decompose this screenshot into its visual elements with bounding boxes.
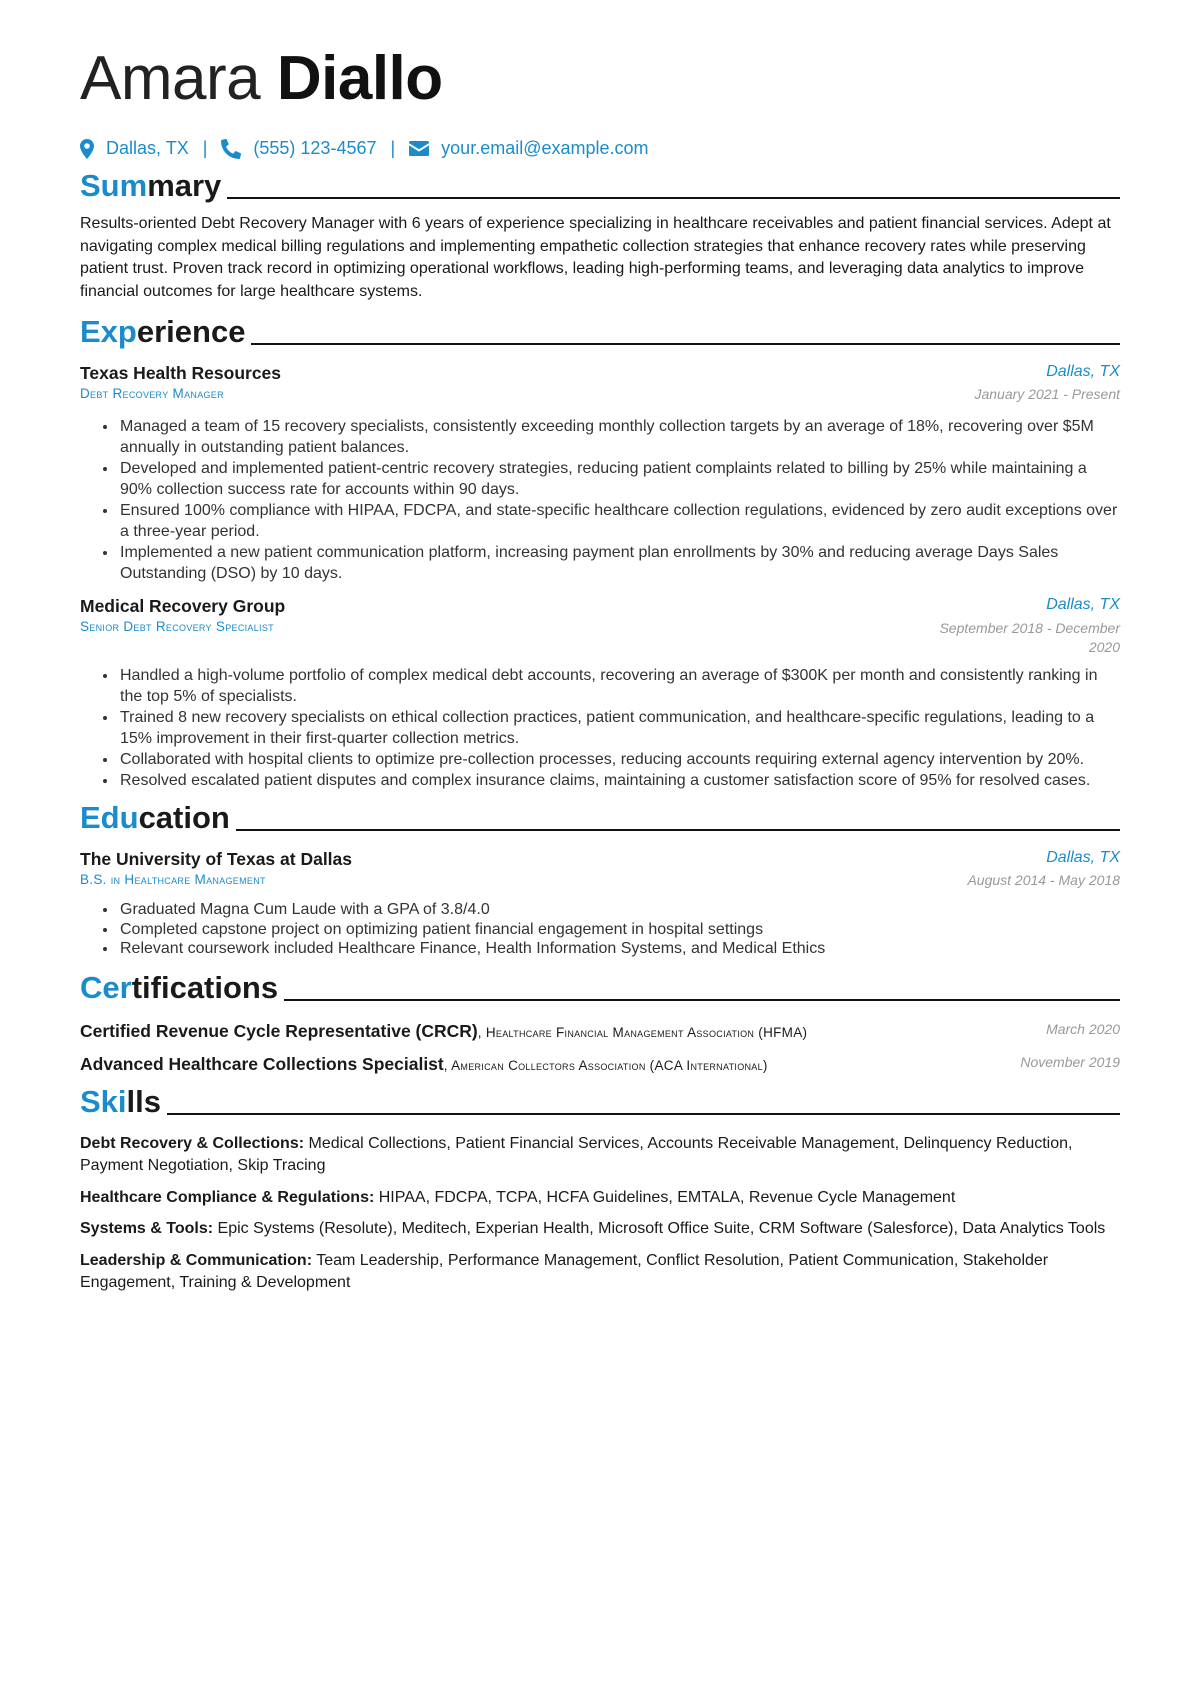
skills-heading [80,1083,1120,1121]
section-rule [236,829,1120,831]
summary-text: Results-oriented Debt Recovery Manager with 6 years of experience specializing in healthcare receivables and patient financial services. Adept at navigating complex medical billing regulations and implementing empathetic collection strategies that enhance recovery rates while preserving patient trust. Proven track record in optimizing operational workflows, leading high-performing teams, and leveraging data analytics to improve financial outcomes for large healthcare systems. [80,215,1111,300]
skill-group [80,1133,1120,1178]
job-dates: January 2021 - Present [974,386,1120,402]
education-dates: August 2014 - May 2018 [967,872,1120,888]
certification-org: , American Collectors Association (ACA International) [443,1057,768,1073]
skill-list: HIPAA, FDCPA, TCPA, HCFA Guidelines, EMTALA, Revenue Cycle Management [374,1188,956,1206]
list-item: • Graduated Magna Cum Laude with a GPA of 3.8/4.0 [118,900,1120,920]
list-item: • Relevant coursework included Healthcare Finance, Health Information Systems, and Medical Ethics [118,939,1120,959]
education-entry [80,849,1120,959]
phone-text: (555) 123-4567 [253,138,377,158]
list-item: • Collaborated with hospital clients to optimize pre-collection processes, reducing accounts requiring external agency intervention by 20%. [118,749,1120,770]
section-rule [227,197,1120,199]
certification-item [80,1021,1120,1042]
school-name: The University of Texas at Dallas [80,849,353,869]
certification-date: November 2019 [1020,1053,1120,1070]
first-name: Amara [80,44,261,113]
location-text: Dallas, TX [106,138,189,158]
skill-category: Systems & Tools: [80,1220,214,1237]
job-bullets [80,416,1120,584]
skill-group [80,1218,1120,1241]
certification-item [80,1054,1120,1075]
last-name: Diallo [276,44,443,113]
section-title: Summary [80,168,222,203]
job-title: Debt Recovery Manager [80,386,224,401]
list-item: • Handled a high-volume portfolio of complex medical debt accounts, recovering an average of $300K per month and consistently ranking in the top 5% of specialists. [118,665,1120,707]
contact-email[interactable] [409,138,648,159]
skill-category: Healthcare Compliance & Regulations: [80,1188,375,1206]
list-item: • Resolved escalated patient disputes and complex insurance claims, maintaining a customer satisfaction score of 95% for resolved cases. [118,770,1120,791]
job-location: Dallas, TX [1046,596,1120,613]
section-title: Certifications [80,969,279,1005]
job-bullets [80,665,1120,791]
skill-group [80,1187,1120,1210]
job-entry [80,363,1120,584]
skill-list: Team Leadership, Performance Management, Conflict Resolution, Patient Communication, Stakeholder Engagement, Training & Development [80,1251,1049,1291]
section-rule [167,1113,1120,1115]
degree: B.S. in Healthcare Management [80,872,266,887]
list-item: • Ensured 100% compliance with HIPAA, FDCPA, and state-specific healthcare collection regulations, evidenced by zero audit exceptions over a three-year period. [118,500,1120,542]
section-title: Skills [80,1083,161,1119]
list-item: • Implemented a new patient communication platform, increasing payment plan enrollments by 30% and reducing average Days Sales Outstanding (DSO) by 10 days. [118,542,1120,584]
skill-group [80,1250,1120,1295]
list-item: • Developed and implemented patient-centric recovery strategies, reducing patient complaints related to billing by 25% while maintaining a 90% collection success rate for accounts within 90 days. [118,458,1120,500]
certification-date: March 2020 [1046,1020,1120,1037]
skill-list: Epic Systems (Resolute), Meditech, Experian Health, Microsoft Office Suite, CRM Software (Salesforce), Data Analytics Tools [213,1220,1106,1237]
certification-name: Certified Revenue Cycle Representative (CRCR) [80,1020,478,1041]
job-dates: September 2018 - December 2020 [939,620,1120,655]
section-rule [251,343,1120,345]
job-location: Dallas, TX [1046,363,1120,380]
contact-separator: | [202,138,208,158]
list-item: • Managed a team of 15 recovery specialists, consistently exceeding monthly collection targets by an average of 18%, recovering over $5M annually in outstanding patient balances. [118,416,1120,458]
education-bullets [80,900,1120,959]
list-item: • Completed capstone project on optimizing patient financial engagement in hospital settings [118,920,1120,940]
education-heading [80,799,1120,837]
contact-location [80,138,189,159]
skill-category: Debt Recovery & Collections: [80,1134,305,1152]
section-title: Experience [80,314,246,349]
company-name: Texas Health Resources [80,363,282,383]
job-title: Senior Debt Recovery Specialist [80,619,274,634]
list-item: • Trained 8 new recovery specialists on ethical collection practices, patient communication, and healthcare-specific regulations, leading to a 15% improvement in their first-quarter collection metrics. [118,707,1120,749]
certifications-heading [80,969,1120,1007]
section-title: Education [80,800,230,835]
company-name: Medical Recovery Group [80,596,286,616]
summary-heading [80,167,1120,205]
phone-icon [221,139,241,159]
job-entry [80,596,1120,791]
school-location: Dallas, TX [1046,849,1120,866]
contact-bar [80,138,1120,159]
envelope-icon [409,141,429,156]
candidate-name [80,38,1120,120]
skill-category: Leadership & Communication: [80,1251,313,1269]
contact-separator: | [390,138,396,158]
email-text: your.email@example.com [441,138,649,158]
skill-list: Medical Collections, Patient Financial Services, Accounts Receivable Management, Delinquency Reduction, Payment Negotiation, Skip Tracing [80,1134,1073,1174]
certification-name: Advanced Healthcare Collections Specialist [80,1053,444,1074]
map-pin-icon [80,139,94,159]
contact-phone[interactable] [221,138,376,159]
experience-heading [80,313,1120,351]
section-rule [284,999,1120,1001]
certification-org: , Healthcare Financial Management Association (HFMA) [477,1024,808,1040]
